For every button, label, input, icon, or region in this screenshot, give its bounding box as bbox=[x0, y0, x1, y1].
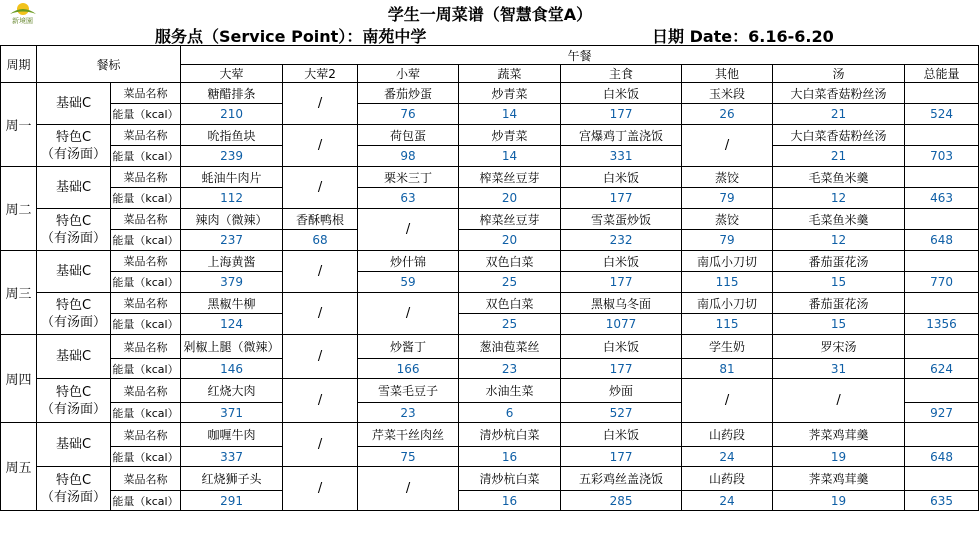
meal-label-text: 基础C bbox=[55, 349, 92, 364]
menu-table bbox=[0, 45, 979, 511]
row-label-name: 菜品名称 bbox=[111, 209, 181, 230]
empty-slash-dahun2: / bbox=[283, 467, 358, 511]
energy-staple: 177 bbox=[561, 272, 682, 293]
table-row bbox=[1, 146, 979, 167]
empty-slash-dahun2: / bbox=[283, 335, 358, 379]
energy-other: 115 bbox=[682, 272, 773, 293]
dish-other: 玉米段 bbox=[682, 83, 773, 104]
energy-soup: 21 bbox=[773, 104, 905, 125]
dish-other: 山药段 bbox=[682, 423, 773, 447]
table-row bbox=[1, 491, 979, 511]
total-empty bbox=[905, 167, 979, 188]
dish-soup: 荠菜鸡茸羹 bbox=[773, 423, 905, 447]
table-row bbox=[1, 83, 979, 104]
column-header: 汤 bbox=[773, 65, 905, 83]
energy-dahun: 379 bbox=[181, 272, 283, 293]
energy-dahun: 237 bbox=[181, 230, 283, 251]
row-label-energy: 能量（kcal） bbox=[111, 314, 181, 335]
table-row bbox=[1, 209, 979, 230]
energy-total: 703 bbox=[905, 146, 979, 167]
energy-dahun: 112 bbox=[181, 188, 283, 209]
energy-xiaohun: 76 bbox=[358, 104, 459, 125]
page-title: 学生一周菜谱（智慧食堂A） bbox=[387, 5, 593, 24]
energy-other: 24 bbox=[682, 491, 773, 511]
energy-vegetable: 25 bbox=[459, 272, 561, 293]
energy-vegetable: 14 bbox=[459, 146, 561, 167]
energy-total: 648 bbox=[905, 447, 979, 467]
total-empty bbox=[905, 293, 979, 314]
energy-vegetable: 16 bbox=[459, 491, 561, 511]
table-row bbox=[1, 314, 979, 335]
meal-label-text: 特色C bbox=[55, 213, 92, 229]
meal-label-text: 基础C bbox=[55, 180, 92, 195]
day-label: 周三 bbox=[1, 251, 37, 335]
table-row bbox=[1, 293, 979, 314]
empty-slash-other: / bbox=[682, 125, 773, 167]
dish-staple: 白米饭 bbox=[561, 167, 682, 188]
energy-total: 524 bbox=[905, 104, 979, 125]
dish-vegetable: 榨菜丝豆芽 bbox=[459, 209, 561, 230]
row-label-name: 菜品名称 bbox=[111, 251, 181, 272]
meal-label-text: 基础C bbox=[55, 264, 92, 279]
total-empty bbox=[905, 251, 979, 272]
table-header-row bbox=[1, 46, 979, 65]
energy-soup: 12 bbox=[773, 188, 905, 209]
meal-sublabel-text: （有汤面） bbox=[40, 230, 106, 246]
dish-dahun: 黑椒牛柳 bbox=[181, 293, 283, 314]
row-label-energy: 能量（kcal） bbox=[111, 447, 181, 467]
dish-xiaohun: 荷包蛋 bbox=[358, 125, 459, 146]
energy-staple: 177 bbox=[561, 359, 682, 379]
total-empty bbox=[905, 209, 979, 230]
meal-label-text: 特色C bbox=[55, 384, 92, 400]
column-header: 小荤 bbox=[358, 65, 459, 83]
row-label-energy: 能量（kcal） bbox=[111, 403, 181, 423]
meal-label-text: 特色C bbox=[55, 472, 92, 488]
energy-staple: 177 bbox=[561, 447, 682, 467]
empty-slash-xiaohun: / bbox=[358, 467, 459, 511]
table-row bbox=[1, 379, 979, 403]
dish-vegetable: 炒青菜 bbox=[459, 125, 561, 146]
logo-text: 新境園 bbox=[12, 17, 33, 25]
dish-xiaohun: 番茄炒蛋 bbox=[358, 83, 459, 104]
table-row bbox=[1, 167, 979, 188]
row-label-energy: 能量（kcal） bbox=[111, 491, 181, 511]
row-label-name: 菜品名称 bbox=[111, 293, 181, 314]
dish-vegetable: 水油生菜 bbox=[459, 379, 561, 403]
dish-soup: 番茄蛋花汤 bbox=[773, 251, 905, 272]
energy-soup: 15 bbox=[773, 314, 905, 335]
dish-soup: 大白菜香菇粉丝汤 bbox=[773, 125, 905, 146]
table-row bbox=[1, 447, 979, 467]
energy-vegetable: 25 bbox=[459, 314, 561, 335]
meal-label bbox=[37, 83, 111, 125]
dish-dahun: 辣肉（微辣） bbox=[181, 209, 283, 230]
row-label-name: 菜品名称 bbox=[111, 83, 181, 104]
lunch-header: 午餐 bbox=[181, 46, 979, 65]
energy-soup: 19 bbox=[773, 447, 905, 467]
dish-staple: 炒面 bbox=[561, 379, 682, 403]
empty-slash-xiaohun: / bbox=[358, 293, 459, 335]
meal-label-text: 基础C bbox=[55, 437, 92, 452]
empty-slash-dahun2: / bbox=[283, 423, 358, 467]
total-empty bbox=[905, 335, 979, 359]
energy-staple: 232 bbox=[561, 230, 682, 251]
energy-xiaohun: 23 bbox=[358, 403, 459, 423]
row-label-energy: 能量（kcal） bbox=[111, 359, 181, 379]
dish-vegetable: 清炒杭白菜 bbox=[459, 467, 561, 491]
energy-staple: 177 bbox=[561, 188, 682, 209]
meal-label-text: 特色C bbox=[55, 129, 92, 145]
row-label-name: 菜品名称 bbox=[111, 125, 181, 146]
meal-label bbox=[37, 209, 111, 251]
dish-dahun: 红烧大肉 bbox=[181, 379, 283, 403]
energy-dahun: 291 bbox=[181, 491, 283, 511]
energy-other: 81 bbox=[682, 359, 773, 379]
dish-soup: 荠菜鸡茸羹 bbox=[773, 467, 905, 491]
dish-vegetable: 双色白菜 bbox=[459, 251, 561, 272]
row-label-energy: 能量（kcal） bbox=[111, 146, 181, 167]
energy-dahun: 337 bbox=[181, 447, 283, 467]
dish-dahun: 红烧狮子头 bbox=[181, 467, 283, 491]
dish-dahun2: 香酥鸭根 bbox=[283, 209, 358, 230]
table-row bbox=[1, 272, 979, 293]
meal-label-header: 餐标 bbox=[37, 46, 181, 83]
energy-staple: 285 bbox=[561, 491, 682, 511]
row-label-name: 菜品名称 bbox=[111, 335, 181, 359]
energy-dahun: 210 bbox=[181, 104, 283, 125]
dish-staple: 五彩鸡丝盖浇饭 bbox=[561, 467, 682, 491]
row-label-energy: 能量（kcal） bbox=[111, 104, 181, 125]
dish-soup: 毛菜鱼米羹 bbox=[773, 209, 905, 230]
row-label-name: 菜品名称 bbox=[111, 379, 181, 403]
column-header: 蔬菜 bbox=[459, 65, 561, 83]
energy-soup: 31 bbox=[773, 359, 905, 379]
energy-xiaohun: 98 bbox=[358, 146, 459, 167]
energy-total: 927 bbox=[905, 403, 979, 423]
empty-slash-dahun2: / bbox=[283, 167, 358, 209]
meal-label bbox=[37, 379, 111, 423]
energy-dahun2: 68 bbox=[283, 230, 358, 251]
empty-slash-xiaohun: / bbox=[358, 209, 459, 251]
meal-sublabel-text: （有汤面） bbox=[40, 401, 106, 417]
dish-dahun: 上海黄酱 bbox=[181, 251, 283, 272]
energy-other: 79 bbox=[682, 230, 773, 251]
dish-other: 蒸饺 bbox=[682, 167, 773, 188]
dish-vegetable: 炒青菜 bbox=[459, 83, 561, 104]
energy-total: 1356 bbox=[905, 314, 979, 335]
dish-dahun: 剁椒上腿（微辣） bbox=[181, 335, 283, 359]
empty-slash-dahun2: / bbox=[283, 125, 358, 167]
dish-xiaohun: 栗米三丁 bbox=[358, 167, 459, 188]
table-row bbox=[1, 359, 979, 379]
period-header: 周期 bbox=[1, 46, 37, 83]
energy-dahun: 239 bbox=[181, 146, 283, 167]
day-label: 周五 bbox=[1, 423, 37, 511]
meal-sublabel-text: （有汤面） bbox=[40, 146, 106, 162]
dish-soup: 罗宋汤 bbox=[773, 335, 905, 359]
table-row bbox=[1, 251, 979, 272]
dish-xiaohun: 炒酱丁 bbox=[358, 335, 459, 359]
meal-label bbox=[37, 251, 111, 293]
table-row bbox=[1, 104, 979, 125]
energy-xiaohun: 63 bbox=[358, 188, 459, 209]
column-header: 总能量 bbox=[905, 65, 979, 83]
energy-staple: 177 bbox=[561, 104, 682, 125]
energy-staple: 1077 bbox=[561, 314, 682, 335]
row-label-energy: 能量（kcal） bbox=[111, 230, 181, 251]
dish-dahun: 咖喱牛肉 bbox=[181, 423, 283, 447]
dish-soup: 番茄蛋花汤 bbox=[773, 293, 905, 314]
meal-label bbox=[37, 125, 111, 167]
column-header: 其他 bbox=[682, 65, 773, 83]
meal-label-text: 基础C bbox=[55, 96, 92, 111]
day-label: 周一 bbox=[1, 83, 37, 167]
dish-staple: 白米饭 bbox=[561, 423, 682, 447]
empty-slash-dahun2: / bbox=[283, 251, 358, 293]
energy-xiaohun: 59 bbox=[358, 272, 459, 293]
dish-vegetable: 榨菜丝豆芽 bbox=[459, 167, 561, 188]
energy-other: 115 bbox=[682, 314, 773, 335]
date-range: 日期 Date：6.16-6.20 bbox=[652, 27, 834, 46]
dish-vegetable: 清炒杭白菜 bbox=[459, 423, 561, 447]
dish-soup: 大白菜香菇粉丝汤 bbox=[773, 83, 905, 104]
row-label-energy: 能量（kcal） bbox=[111, 272, 181, 293]
energy-vegetable: 16 bbox=[459, 447, 561, 467]
total-empty bbox=[905, 467, 979, 491]
energy-total: 463 bbox=[905, 188, 979, 209]
meal-label bbox=[37, 467, 111, 511]
energy-staple: 331 bbox=[561, 146, 682, 167]
empty-slash-dahun2: / bbox=[283, 379, 358, 423]
table-row bbox=[1, 125, 979, 146]
dish-xiaohun: 芹菜干丝肉丝 bbox=[358, 423, 459, 447]
energy-vegetable: 14 bbox=[459, 104, 561, 125]
dish-xiaohun: 雪菜毛豆子 bbox=[358, 379, 459, 403]
column-header: 大荤2 bbox=[283, 65, 358, 83]
energy-other: 79 bbox=[682, 188, 773, 209]
service-point: 服务点（Service Point）：南苑中学 bbox=[155, 27, 427, 46]
dish-other: 学生奶 bbox=[682, 335, 773, 359]
energy-vegetable: 6 bbox=[459, 403, 561, 423]
energy-soup: 21 bbox=[773, 146, 905, 167]
dish-staple: 白米饭 bbox=[561, 251, 682, 272]
meal-sublabel-text: （有汤面） bbox=[40, 489, 106, 505]
energy-dahun: 146 bbox=[181, 359, 283, 379]
energy-staple: 527 bbox=[561, 403, 682, 423]
total-empty bbox=[905, 423, 979, 447]
dish-other: 蒸饺 bbox=[682, 209, 773, 230]
row-label-name: 菜品名称 bbox=[111, 167, 181, 188]
energy-dahun: 124 bbox=[181, 314, 283, 335]
dish-xiaohun: 炒什锦 bbox=[358, 251, 459, 272]
dish-vegetable: 葱油苞菜丝 bbox=[459, 335, 561, 359]
day-label: 周四 bbox=[1, 335, 37, 423]
energy-vegetable: 23 bbox=[459, 359, 561, 379]
energy-total: 635 bbox=[905, 491, 979, 511]
dish-soup: 毛菜鱼米羹 bbox=[773, 167, 905, 188]
dish-staple: 白米饭 bbox=[561, 335, 682, 359]
empty-slash-soup: / bbox=[773, 379, 905, 423]
energy-vegetable: 20 bbox=[459, 188, 561, 209]
column-header: 大荤 bbox=[181, 65, 283, 83]
dish-staple: 宫爆鸡丁盖浇饭 bbox=[561, 125, 682, 146]
energy-xiaohun: 166 bbox=[358, 359, 459, 379]
table-row bbox=[1, 335, 979, 359]
energy-soup: 19 bbox=[773, 491, 905, 511]
page-header bbox=[0, 0, 980, 45]
table-row bbox=[1, 423, 979, 447]
dish-other: 南瓜小刀切 bbox=[682, 251, 773, 272]
column-header: 主食 bbox=[561, 65, 682, 83]
total-empty bbox=[905, 125, 979, 146]
table-row bbox=[1, 188, 979, 209]
row-label-energy: 能量（kcal） bbox=[111, 188, 181, 209]
energy-total: 648 bbox=[905, 230, 979, 251]
total-empty bbox=[905, 83, 979, 104]
energy-soup: 15 bbox=[773, 272, 905, 293]
meal-label-text: 特色C bbox=[55, 297, 92, 313]
dish-staple: 雪菜蛋炒饭 bbox=[561, 209, 682, 230]
energy-other: 26 bbox=[682, 104, 773, 125]
meal-sublabel-text: （有汤面） bbox=[40, 314, 106, 330]
meal-label bbox=[37, 293, 111, 335]
energy-soup: 12 bbox=[773, 230, 905, 251]
empty-slash-dahun2: / bbox=[283, 293, 358, 335]
dish-dahun: 蚝油牛肉片 bbox=[181, 167, 283, 188]
row-label-name: 菜品名称 bbox=[111, 467, 181, 491]
meal-label bbox=[37, 423, 111, 467]
dish-other: 山药段 bbox=[682, 467, 773, 491]
day-label: 周二 bbox=[1, 167, 37, 251]
empty-slash-dahun2: / bbox=[283, 83, 358, 125]
dish-dahun: 吮指鱼块 bbox=[181, 125, 283, 146]
meal-label bbox=[37, 167, 111, 209]
row-label-name: 菜品名称 bbox=[111, 423, 181, 447]
dish-staple: 黑椒乌冬面 bbox=[561, 293, 682, 314]
table-row bbox=[1, 230, 979, 251]
total-empty bbox=[905, 379, 979, 403]
table-row bbox=[1, 467, 979, 491]
energy-total: 624 bbox=[905, 359, 979, 379]
energy-dahun: 371 bbox=[181, 403, 283, 423]
energy-total: 770 bbox=[905, 272, 979, 293]
meal-label bbox=[37, 335, 111, 379]
energy-vegetable: 20 bbox=[459, 230, 561, 251]
dish-dahun: 糖醋排条 bbox=[181, 83, 283, 104]
dish-vegetable: 双色白菜 bbox=[459, 293, 561, 314]
energy-other: 24 bbox=[682, 447, 773, 467]
energy-xiaohun: 75 bbox=[358, 447, 459, 467]
dish-staple: 白米饭 bbox=[561, 83, 682, 104]
empty-slash-other: / bbox=[682, 379, 773, 423]
dish-other: 南瓜小刀切 bbox=[682, 293, 773, 314]
